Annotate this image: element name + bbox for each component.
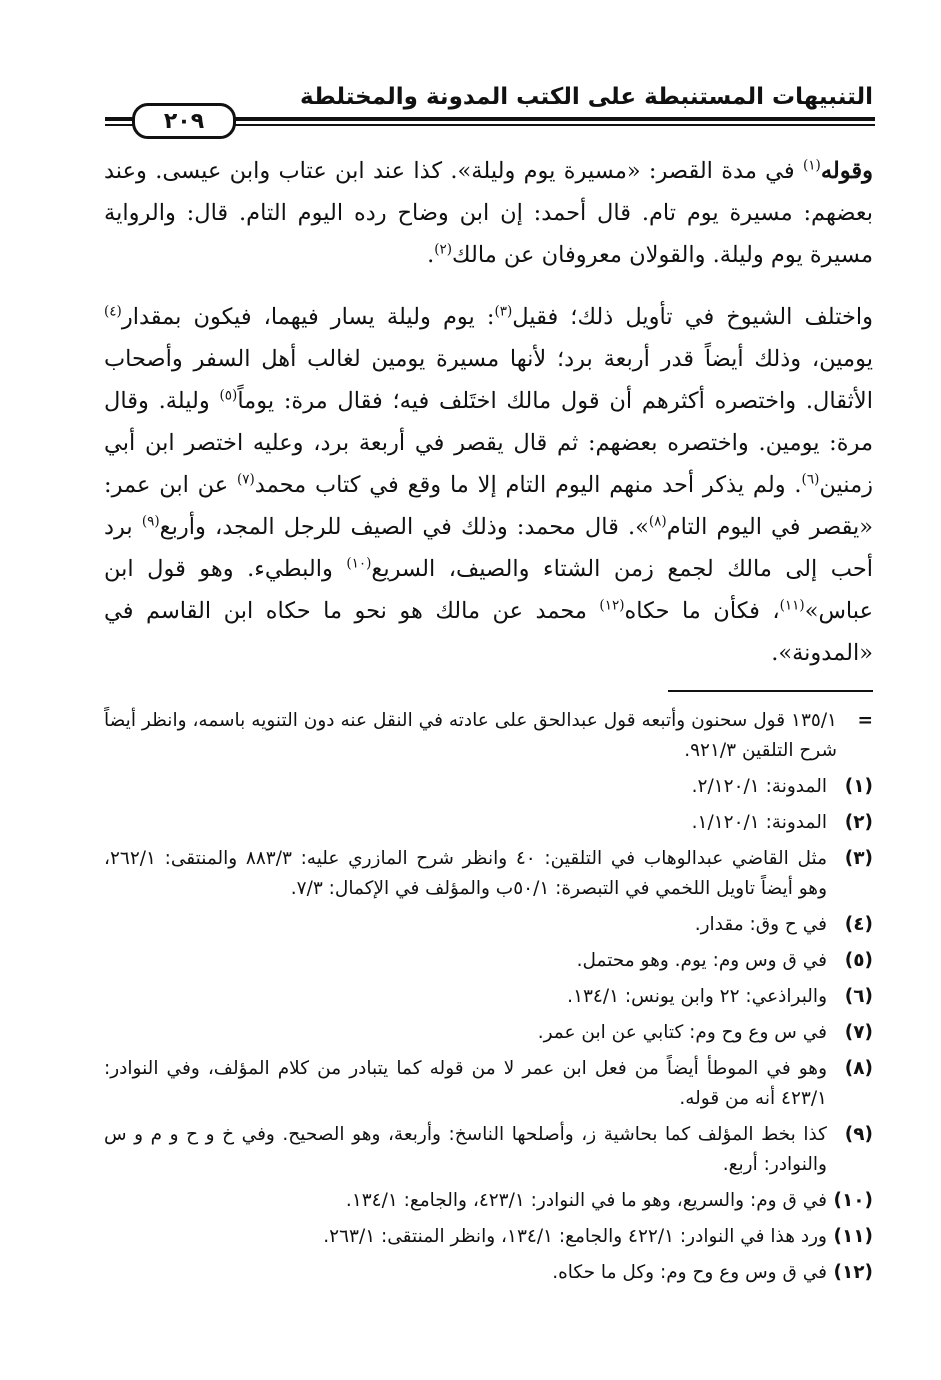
footnote-marker: (٧) [844,1022,873,1043]
footnote-marker: (١٢) [833,1262,873,1283]
paragraph-2-seg-f: عن ابن عمر: «يقصر في اليوم التام [104,472,874,540]
footnote-ref-10[interactable]: (١٠) [346,555,372,572]
footnote-ref-5[interactable]: (٥) [219,387,238,404]
paragraph-2 [104,296,873,674]
footnote-text: في س وع وح وم: كتابي عن ابن عمر. [537,1022,827,1043]
footnote-marker: (٤) [844,914,873,935]
paragraph-1-text: في مدة القصر: «مسيرة يوم وليلة». كذا عند ابن عتاب وابن عيسى. وعند بعضهم: مسيرة يوم تام. قال أحمد: إن ابن وضاح رده اليوم التام. قال: والرواية مسيرة يوم وليلة. والقولان معروفان عن مالك [104,158,873,268]
footnote-marker: (٣) [844,848,873,869]
footnote-ref-1[interactable]: (١) [803,157,821,174]
footnote-8 [104,1054,873,1114]
footnote-separator [668,690,873,692]
paragraph-2-seg-i: والبطيء. وهو قول ابن عباس» [104,556,873,624]
paragraph-2-seg-e: . ولم يذكر أحد منهم اليوم التام إلا ما وقع في كتاب محمد [254,472,802,498]
footnote-ref-6[interactable]: (٦) [801,471,820,488]
paragraph-1-end: . [427,242,435,268]
footnote-9 [104,1120,873,1180]
footnote-3 [104,844,873,904]
footnote-1 [104,772,873,802]
paragraph-2-seg-a: واختلف الشيوخ في تأويل ذلك؛ فقيل [512,304,874,330]
paragraph-lead: وقوله [820,158,873,184]
footnote-ref-11[interactable]: (١١) [779,597,805,614]
paragraph-2-seg-j: ، فكأن ما حكاه [624,598,780,624]
paragraph-2-seg-d: وليلة. وقال مرة: يومين. واختصره بعضهم: ثم قال يقصر في أربعة برد، وعليه اختصر ابن أبي زمنين [104,388,873,498]
footnote-11 [104,1222,873,1252]
paragraph-2-seg-b: : يوم وليلة يسار فيهما، فيكون بمقدار [121,304,495,330]
footnote-ref-2[interactable]: (٢) [434,241,453,258]
footnote-marker: (١٠) [833,1190,873,1211]
footnote-text: كذا بخط المؤلف كما بحاشية ز، وأصلحها الناسخ: وأربعة، وهو الصحيح. وفي خ و ح و م و س والنوادر: أربع. [104,1124,827,1175]
footnote-ref-3[interactable]: (٣) [494,303,513,320]
footnote-text: في ق وس وع وح وم: وكل ما حكاه. [552,1262,827,1283]
paragraph-1 [104,150,873,276]
paragraph-2-seg-g: ». قال محمد: وذلك في الصيف للرجل المجد، وأربع [159,514,649,540]
footnotes [104,706,873,1294]
footnote-text: وهو في الموطأ أيضاً من فعل ابن عمر لا من قوله كما يتبادر من كلام المؤلف، وفي النوادر: ٤٢٣/١ أنه من قوله. [104,1058,827,1109]
footnote-ref-9[interactable]: (٩) [141,513,160,530]
footnote-ref-8[interactable]: (٨) [648,513,667,530]
footnote-text: في ح وق: مقدار. [694,914,827,935]
footnote-7 [104,1018,873,1048]
page-number [132,103,236,139]
footnote-marker: (٥) [844,950,873,971]
footnote-text: مثل القاضي عبدالوهاب في التلقين: ٤٠ وانظر شرح المازري عليه: ٨٨٣/٣ والمنتقى: ٢٦٢/١، وهو أيضاً تاويل اللخمي في التبصرة: ٥٠/١ب والمؤلف في الإكمال: ٧/٣. [104,848,827,899]
footnote-marker: (٩) [844,1124,873,1145]
paragraph-2-seg-c: يومين، وذلك أيضاً قدر أربعة برد؛ لأنها مسيرة يومين لغالب أهل السفر وأصحاب الأثقال. واختصره أكثرهم أن قول مالك اختَلف فيه؛ فقال مرة: يوماً [104,346,873,414]
footnote-5 [104,946,873,976]
page-number-label: ٢٠٩ [163,108,205,134]
footnote-4 [104,910,873,940]
running-title: التنبيهات المستنبطة على الكتب المدونة والمختلطة [300,84,873,110]
footnote-text: في ق وس وم: يوم. وهو محتمل. [576,950,827,971]
footnote-6 [104,982,873,1012]
footnote-12 [104,1258,873,1288]
footnote-marker: (١) [844,776,873,797]
footnote-ref-4[interactable]: (٤) [104,303,122,320]
footnote-text: في ق وم: والسريع، وهو ما في النوادر: ٤٢٣/١، والجامع: ١٣٤/١. [345,1190,827,1211]
footnote-marker: (٦) [844,986,873,1007]
paragraph-2-seg-k: محمد عن مالك هو نحو ما حكاه ابن القاسم في «المدونة». [104,598,873,666]
footnote-text: المدونة: ١/١٢٠/١. [691,812,827,833]
footnote-2 [104,808,873,838]
footnote-text: والبراذعي: ٢٢ وابن يونس: ١٣٤/١. [567,986,827,1007]
footnote-text: ورد هذا في النوادر: ٤٢٢/١ والجامع: ١٣٤/١، وانظر المنتقى: ٢٦٣/١. [323,1226,827,1247]
footnote-10 [104,1186,873,1216]
footnote-marker: (٢) [844,812,873,833]
paragraph-2-seg-h: برد أحب إلى مالك لجمع زمن الشتاء والصيف، السريع [104,514,873,582]
footnote-marker: (١١) [833,1226,873,1247]
footnote-marker: = [857,710,873,731]
footnote-marker: (٨) [844,1058,873,1079]
footnote-text: ١٣٥/١ قول سحنون وأتبعه قول عبدالحق على عادته في النقل عنه دون التنويه باسمه، وانظر أيضاً شرح التلقين ٩٢١/٣. [104,710,837,761]
footnote-continuation [104,706,873,766]
footnote-ref-12[interactable]: (١٢) [599,597,625,614]
main-text [104,150,873,694]
footnote-text: المدونة: ٢/١٢٠/١. [691,776,827,797]
footnote-ref-7[interactable]: (٧) [236,471,255,488]
